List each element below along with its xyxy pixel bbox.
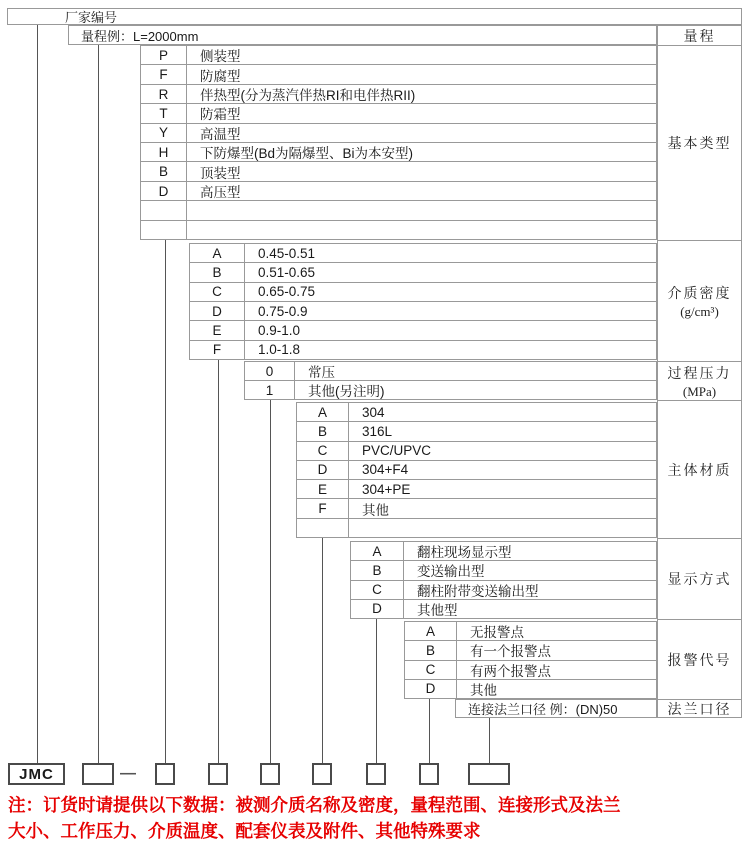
option-row: [141, 104, 656, 123]
option-code: D: [190, 302, 245, 320]
display-mode-block: [350, 541, 657, 619]
label-flange-size: 法兰口径: [667, 703, 732, 718]
model-code-box-2: [155, 763, 175, 785]
ordering-note: [8, 792, 748, 844]
connector-line-4: [218, 360, 219, 763]
option-code: [141, 221, 187, 239]
option-row: [245, 381, 656, 399]
option-row: [190, 302, 656, 321]
option-desc: 无报警点: [470, 625, 524, 641]
option-code: F: [141, 65, 187, 83]
option-code: A: [190, 244, 245, 262]
option-row: [190, 263, 656, 282]
option-desc: 其他: [470, 682, 497, 698]
ordering-note-line-1: 注：订货时请提供以下数据：被测介质名称及密度，量程范围、连接形式及法兰: [8, 795, 621, 815]
option-desc: 0.45-0.51: [258, 245, 316, 261]
option-row: [405, 622, 656, 641]
option-code: B: [190, 263, 245, 281]
option-code: [141, 201, 187, 219]
option-desc: 其他型: [417, 602, 458, 618]
option-row: [141, 221, 656, 239]
option-row: [351, 561, 656, 580]
option-code: C: [405, 661, 457, 679]
option-desc: 1.0-1.8: [258, 342, 301, 358]
range-example-row: [68, 25, 657, 45]
alarm-code-block: [404, 621, 657, 699]
option-code: D: [297, 461, 349, 479]
option-desc: 侧装型: [200, 49, 241, 65]
medium-density-block: [189, 243, 657, 360]
label-basic-type: 基本类型: [658, 46, 741, 241]
label-display-mode: 显示方式: [658, 539, 741, 620]
option-row: [141, 162, 656, 181]
option-row: [297, 499, 656, 518]
vendor-number-row: [7, 8, 742, 25]
option-code: P: [141, 46, 187, 64]
option-desc: 有两个报警点: [470, 663, 551, 679]
option-row: [141, 182, 656, 201]
option-desc: 316L: [362, 423, 393, 439]
option-code: C: [351, 581, 404, 599]
flange-size-row: [455, 699, 657, 718]
option-row: [297, 403, 656, 422]
option-code: Y: [141, 124, 187, 142]
option-code: A: [405, 622, 457, 640]
connector-line-3: [165, 240, 166, 763]
body-material-block: [296, 402, 657, 538]
label-alarm-code: 报警代号: [658, 620, 741, 700]
option-row: [141, 85, 656, 104]
connector-line-9: [489, 718, 490, 763]
option-code: B: [351, 561, 404, 579]
connector-line-1: [37, 25, 38, 763]
option-desc: 304+PE: [362, 481, 411, 497]
option-desc: 其他(另注明): [308, 384, 385, 399]
option-code: D: [141, 182, 187, 200]
basic-type-block: [140, 45, 657, 240]
model-code-box-1: [82, 763, 114, 785]
option-desc: 0.75-0.9: [258, 303, 308, 319]
option-desc: [187, 221, 656, 239]
option-desc: 变送输出型: [417, 564, 485, 580]
process-pressure-block: [244, 361, 657, 400]
connector-line-6: [322, 538, 323, 763]
model-code-box-6: [366, 763, 386, 785]
option-row: [297, 480, 656, 499]
option-desc: 304+F4: [362, 462, 409, 478]
option-code: D: [405, 680, 457, 698]
option-code: R: [141, 85, 187, 103]
option-code: E: [190, 321, 245, 339]
option-code: B: [141, 162, 187, 180]
option-desc: 0.9-1.0: [258, 322, 301, 338]
option-row: [351, 581, 656, 600]
connector-line-7: [376, 619, 377, 763]
option-row: [405, 641, 656, 660]
vendor-number-label: 厂家编号: [65, 10, 118, 25]
label-process-pressure: 过程压力 (MPa): [658, 362, 741, 401]
option-desc: 高压型: [200, 185, 241, 201]
option-row: [141, 201, 656, 220]
option-code: H: [141, 143, 187, 161]
model-code-box-8: [468, 763, 510, 785]
option-desc: 有一个报警点: [470, 644, 551, 660]
option-desc: 304: [362, 404, 385, 420]
option-desc: 翻柱现场显示型: [417, 545, 512, 561]
option-row: [351, 542, 656, 561]
model-code-box-4: [260, 763, 280, 785]
option-code: E: [297, 480, 349, 498]
option-row: [190, 283, 656, 302]
connector-line-5: [270, 400, 271, 763]
category-label-column: [657, 25, 742, 718]
option-code: D: [351, 600, 404, 618]
option-code: F: [297, 499, 349, 517]
option-row: [245, 362, 656, 381]
option-desc: 0.65-0.75: [258, 284, 316, 300]
option-row: [297, 519, 656, 537]
option-desc: 顶装型: [200, 165, 241, 181]
model-separator-dash: —: [120, 765, 136, 782]
option-code: C: [297, 442, 349, 460]
ordering-note-line-2: 大小、工作压力、介质温度、配套仪表及附件、其他特殊要求: [8, 821, 481, 841]
option-desc: 下防爆型(Bd为隔爆型、Bi为本安型): [200, 146, 414, 162]
option-row: [297, 442, 656, 461]
option-code: T: [141, 104, 187, 122]
option-desc: PVC/UPVC: [362, 443, 432, 459]
option-code: C: [190, 283, 245, 301]
option-desc: 高温型: [200, 126, 241, 142]
option-desc: 防霜型: [200, 107, 241, 123]
option-desc: 常压: [308, 365, 335, 380]
option-desc: 其他: [362, 502, 389, 518]
model-prefix-box: JMC: [8, 763, 65, 785]
option-desc: [349, 519, 656, 537]
option-code: B: [297, 422, 349, 440]
option-row: [141, 65, 656, 84]
flange-size-text: 连接法兰口径 例：(DN)50: [468, 702, 618, 717]
option-desc: 翻柱附带变送输出型: [417, 583, 539, 599]
option-desc: [187, 201, 656, 219]
option-row: [141, 143, 656, 162]
range-example-label: 量程例：L=2000mm: [81, 28, 199, 44]
label-body-material: 主体材质: [658, 401, 741, 539]
option-row: [190, 244, 656, 263]
model-code-box-7: [419, 763, 439, 785]
option-row: [351, 600, 656, 618]
connector-line-2: [98, 45, 99, 763]
option-row: [297, 461, 656, 480]
option-row: [190, 321, 656, 340]
option-row: [405, 680, 656, 698]
connector-line-8: [429, 699, 430, 763]
option-row: [141, 124, 656, 143]
option-code: F: [190, 341, 245, 359]
option-desc: 防腐型: [200, 68, 241, 84]
option-row: [190, 341, 656, 359]
option-code: 0: [245, 362, 295, 380]
option-code: [297, 519, 349, 537]
label-medium-density: 介质密度 (g/cm³): [658, 241, 741, 362]
option-desc: 伴热型(分为蒸汽伴热RI和电伴热RII): [200, 88, 416, 104]
option-code: A: [297, 403, 349, 421]
option-desc: 0.51-0.65: [258, 264, 316, 280]
model-code-box-3: [208, 763, 228, 785]
option-row: [405, 661, 656, 680]
option-row: [141, 46, 656, 65]
option-code: 1: [245, 381, 295, 399]
label-range: 量程: [658, 26, 741, 46]
option-row: [297, 422, 656, 441]
model-code-box-5: [312, 763, 332, 785]
option-code: A: [351, 542, 404, 560]
option-code: B: [405, 641, 457, 659]
